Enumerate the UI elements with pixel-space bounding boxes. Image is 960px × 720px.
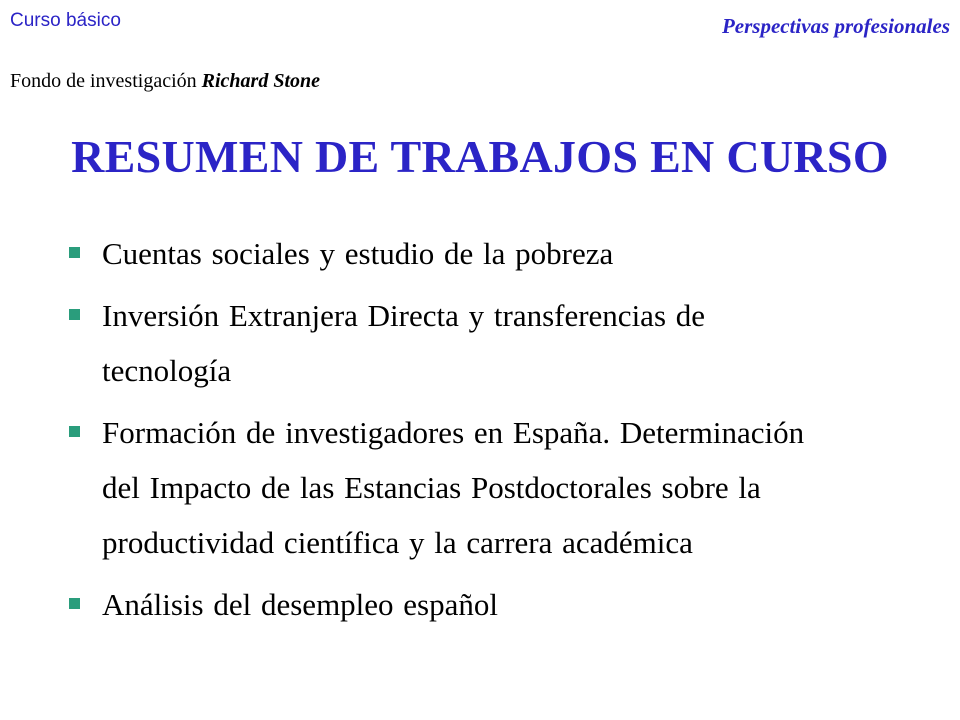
slide-title: RESUMEN DE TRABAJOS EN CURSO [71,131,889,182]
section-label: Perspectivas profesionales [721,14,950,38]
bullet-item-unemployment [66,577,946,632]
square-bullet-icon [69,309,80,320]
course-label: Curso básico [10,10,121,31]
square-bullet-icon [69,247,80,258]
bullet-text-line: Cuentas sociales y estudio de la pobreza [102,236,614,271]
fund-subtitle [10,70,320,93]
bullet-text-line: Análisis del desempleo español [102,587,498,622]
fund-prefix: Fondo de investigación [10,70,197,92]
bullet-text-line: productividad científica y la carrera académica [102,525,693,560]
bullet-item-social-accounts [66,226,946,281]
bullet-text-line: Inversión Extranjera Directa y transferencias de [102,298,706,333]
bullet-list [66,226,946,639]
square-bullet-icon [69,426,80,437]
bullet-item-foreign-investment [66,288,946,398]
bullet-text-line: del Impacto de las Estancias Postdoctorales sobre la [102,470,761,505]
bullet-item-researcher-training [66,405,946,570]
bullet-text-line: Formación de investigadores en España. Determinación [102,415,805,450]
square-bullet-icon [69,598,80,609]
bullet-text-line: tecnología [102,353,232,388]
fund-name: Richard Stone [201,70,320,92]
